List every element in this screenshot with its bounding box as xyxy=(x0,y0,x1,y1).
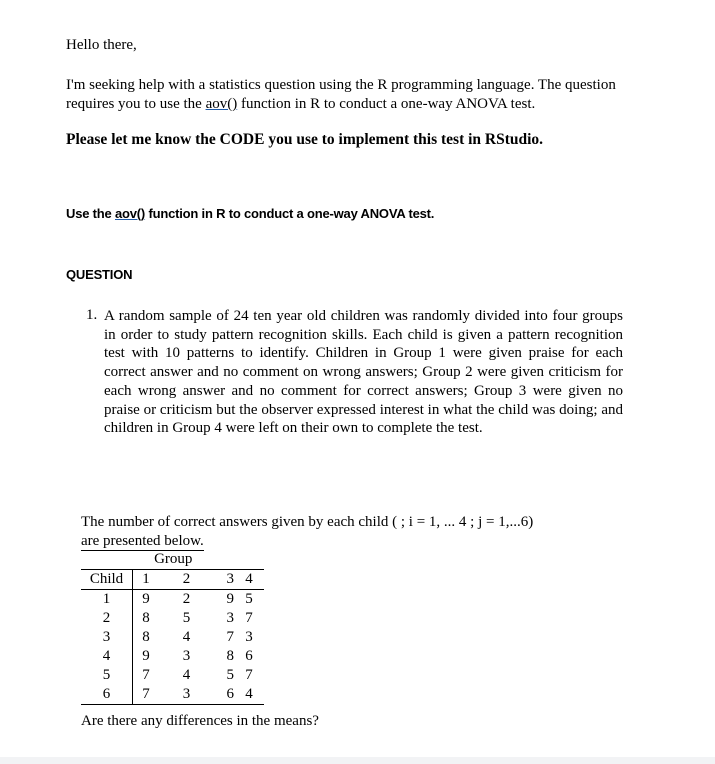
score-cell: 5 xyxy=(182,610,191,626)
child-id: 3 xyxy=(102,629,111,645)
score-cell: 3 xyxy=(182,648,191,664)
score-cell: 7 xyxy=(133,666,160,685)
score-cell: 6 xyxy=(245,648,253,664)
child-label: Child xyxy=(81,570,133,590)
child-id: 4 xyxy=(102,648,111,664)
table-intro-line-2: are presented below. xyxy=(81,533,204,549)
score-cell: 8 xyxy=(133,609,160,628)
score-cell: 5 xyxy=(245,591,253,607)
code-request: Please let me know the CODE you use to implement this test in RStudio. xyxy=(66,131,544,148)
score-cell: 8 xyxy=(133,628,160,647)
child-id: 5 xyxy=(102,667,111,683)
instruction-text-end: function in R to conduct a one-way ANOVA test. xyxy=(145,206,435,221)
score-cell: 9 xyxy=(226,591,234,607)
score-cell: 4 xyxy=(182,667,191,683)
score-cell: 9 xyxy=(133,647,160,666)
question-number: 1. xyxy=(86,307,98,323)
table-row xyxy=(81,590,264,610)
child-id: 6 xyxy=(81,685,133,705)
score-cell: 3 xyxy=(159,685,214,705)
score-cell: 4 xyxy=(234,685,264,705)
table-row xyxy=(81,685,264,705)
question-heading: QUESTION xyxy=(66,267,133,282)
score-cell: 7 xyxy=(245,610,253,626)
scores-table xyxy=(81,550,264,705)
table-header-row xyxy=(81,570,264,590)
table-row xyxy=(81,647,264,666)
intro-text-end: function in R to conduct a one-way ANOVA test. xyxy=(237,96,536,112)
score-cell: 2 xyxy=(182,591,191,607)
group-header-4: 4 xyxy=(234,570,264,590)
score-cell: 8 xyxy=(226,648,234,664)
table-intro xyxy=(81,513,533,551)
score-cell: 6 xyxy=(214,685,234,705)
table-row xyxy=(81,666,264,685)
group-header-1: 1 xyxy=(133,570,160,590)
intro-aov-function: aov() xyxy=(205,96,238,112)
table-row xyxy=(81,628,264,647)
table-group-row xyxy=(81,550,264,570)
question-text: A random sample of 24 ten year old children was randomly divided into four groups in order to study pattern recognition skills. Each child is given a pattern recognition test with 10 patterns to identify. Children in Group 1 were given praise for each correct answer and no comment on wrong answers; Group 2 were given criticism for each wrong answer and no comment for correct answers; Group 3 were given no praise or criticism but the observer expressed interest in what the child was doing; and children in Group 4 were left on their own to complete the test. xyxy=(104,308,623,437)
greeting-text: Hello there, xyxy=(66,37,137,53)
score-cell: 7 xyxy=(133,685,160,705)
group-header-3: 3 xyxy=(214,570,234,590)
score-cell: 5 xyxy=(226,667,234,683)
score-cell: 7 xyxy=(245,667,253,683)
child-id: 1 xyxy=(102,591,111,607)
score-cell: 9 xyxy=(133,590,160,610)
intro-paragraph xyxy=(66,76,666,114)
closing-question: Are there any differences in the means? xyxy=(81,713,319,729)
score-cell: 4 xyxy=(182,629,191,645)
instruction-text-start: Use the xyxy=(66,206,115,221)
table-intro-line-1: The number of correct answers given by each child ( ; i = 1, ... 4 ; j = 1,...6) xyxy=(81,514,534,530)
group-label: Group xyxy=(133,550,215,570)
bottom-divider xyxy=(0,757,715,764)
intro-text-start: I'm seeking help with a statistics question using the R programming language. The question requires you to use the xyxy=(66,77,616,112)
instruction-aov-function: aov() xyxy=(114,206,146,221)
score-cell: 7 xyxy=(226,629,234,645)
instruction-line xyxy=(66,206,434,221)
table-row xyxy=(81,609,264,628)
score-cell: 3 xyxy=(226,610,234,626)
score-cell: 3 xyxy=(245,629,253,645)
group-header-2: 2 xyxy=(159,570,214,590)
child-id: 2 xyxy=(102,610,111,626)
